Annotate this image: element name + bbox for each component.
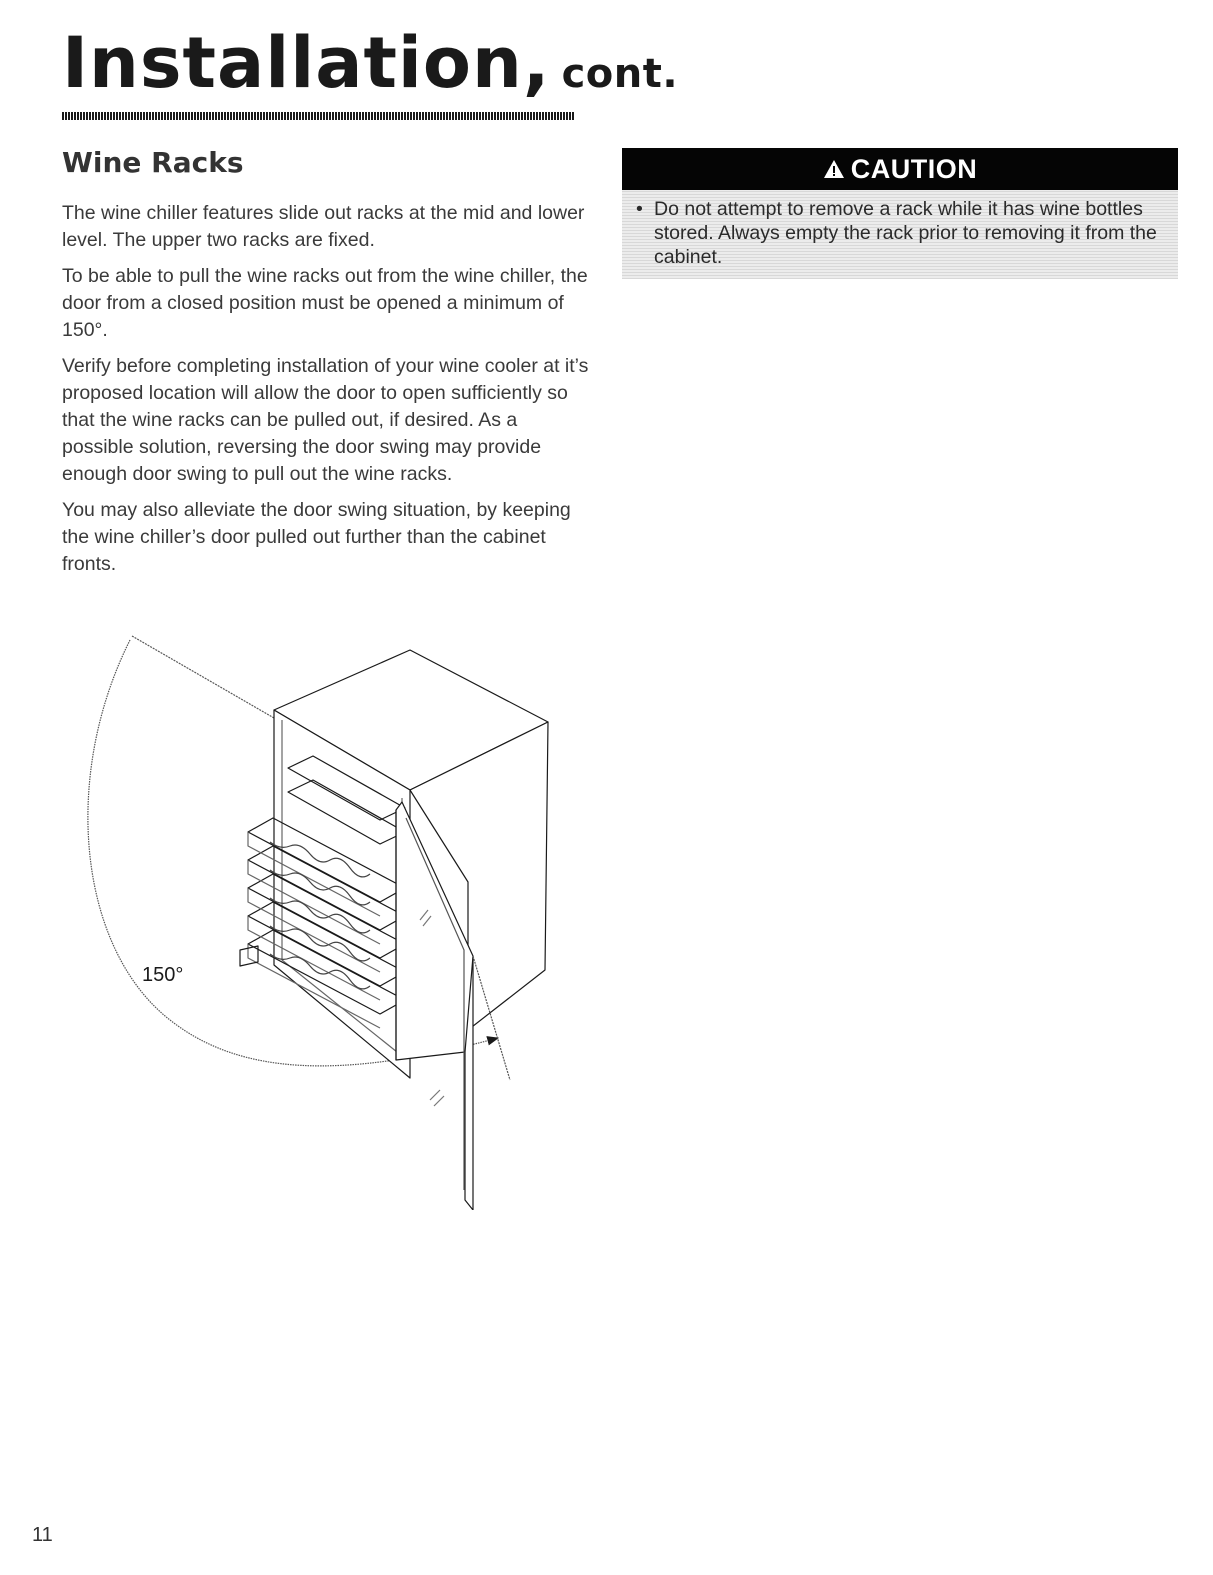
caution-box [622, 148, 1178, 279]
wine-chiller-illustration [80, 620, 560, 1210]
page-title-suffix: cont. [561, 51, 679, 97]
caution-body [622, 190, 1178, 279]
caution-text: Do not attempt to remove a rack while it has wine bottles stored. Always empty the rack prior to removing it from the cabinet. [654, 198, 1157, 268]
caution-header [622, 148, 1178, 190]
bullet-marker: • [636, 198, 643, 220]
section-body [62, 200, 592, 587]
section-heading: Wine Racks [62, 146, 244, 179]
rack-handle [240, 946, 258, 966]
page-title-main: Installation, [62, 22, 551, 104]
caution-title: CAUTION [850, 153, 978, 184]
warning-triangle-icon [823, 159, 845, 179]
page-title [62, 22, 679, 104]
body-paragraph-4: You may also alleviate the door swing situation, by keeping the wine chiller’s door pulled out further than the cabinet fronts. [62, 499, 571, 575]
title-underline-rule [62, 112, 574, 120]
caution-list-item [636, 197, 1168, 269]
page-number: 11 [32, 1524, 53, 1546]
wine-chiller-figure [80, 620, 560, 1210]
body-paragraph-2: To be able to pull the wine racks out from the wine chiller, the door from a closed position must be opened a minimum of 150°. [62, 265, 588, 341]
reference-ray [132, 636, 274, 718]
body-paragraph-3: Verify before completing installation of your wine cooler at it’s proposed location will allow the door to open sufficiently so that the wine racks can be pulled out, if desired. As a possible solution, reversing the door swing may provide enough door swing to pull out the wine racks. [62, 355, 589, 485]
body-paragraph-1: The wine chiller features slide out racks at the mid and lower level. The upper two racks are fixed. [62, 202, 585, 251]
angle-label: 150° [142, 964, 184, 986]
